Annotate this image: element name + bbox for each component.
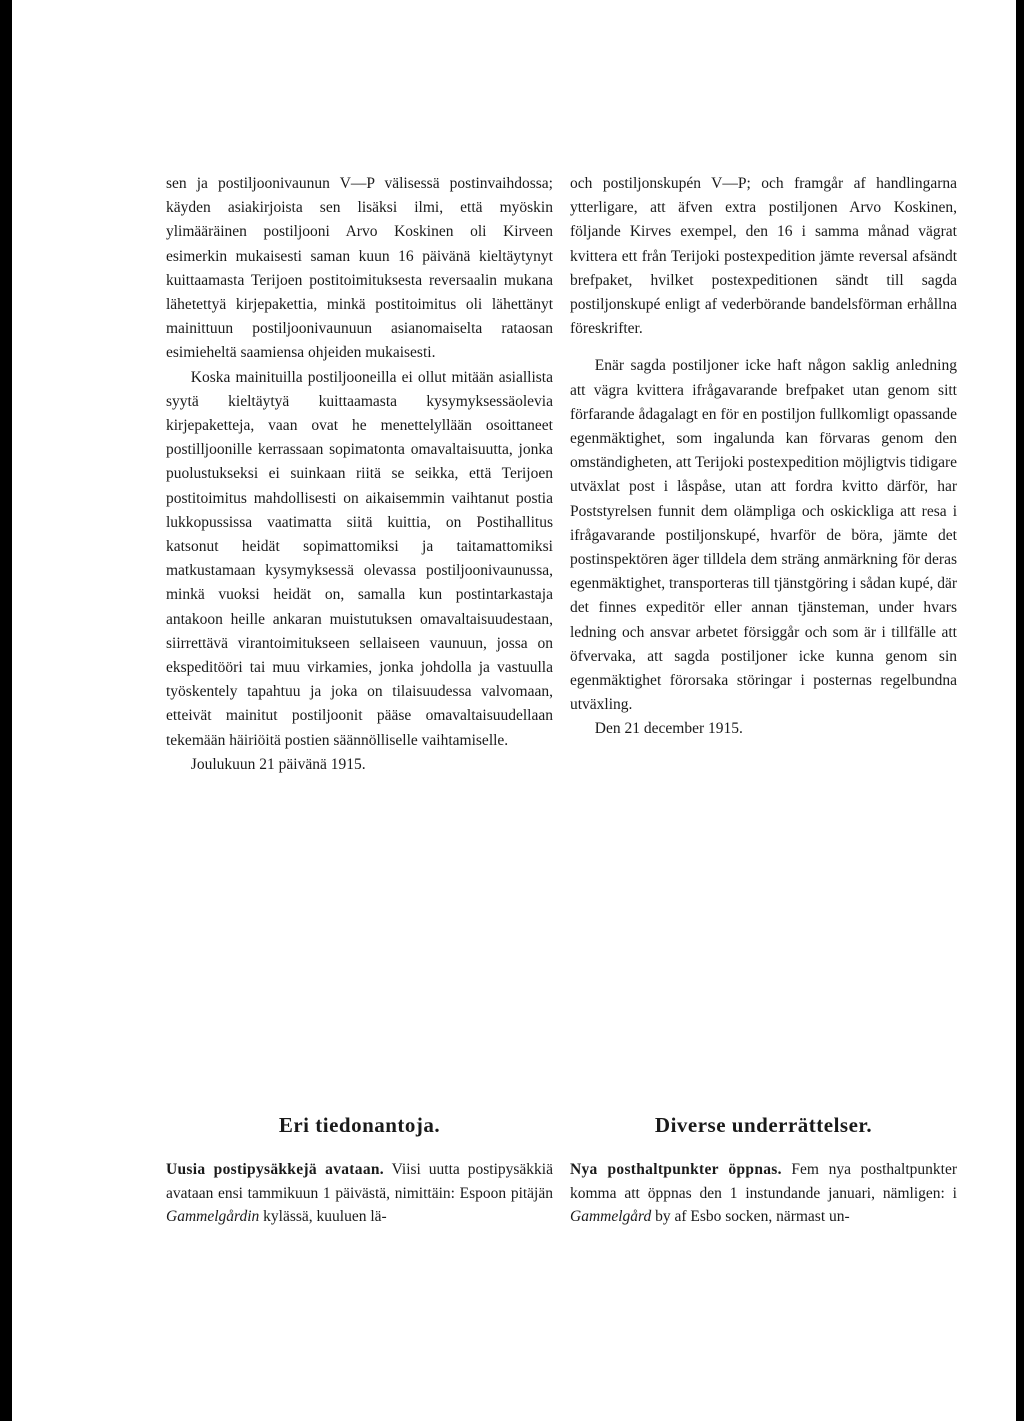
- finnish-paragraph-2: Koska mainituilla postiljooneilla ei ollut mitään asiallista syytä kieltäytyä kuittaamasta kysymyksessäolevia kirjepaketteja, vaan ovat he menettelyllään osoittaneet postilljoonille kerrassaan sopimatonta omavaltaisuutta, jonka puolustukseksi ei suinkaan riitä se seikka, että Terijoen postitoimitus mahdollisesti on aikaisemmin vaihtanut postia lukkopussissa vaatimatta siitä kuittia, on Postihallitus katsonut heidät sopimattomiksi ja taitamattomiksi matkustamaan kysymyksessä olevassa postiljoonivaunussa, minkä vuoksi heidät on, samalla kun postintarkastaja antakoon heille ankaran muistutuksen omavaltaisuudestaan, siirrettävä virantoimitukseen sellaiseen vaunuun, jossa on ekspeditööri tai muu virkamies, jonka johdolla ja vastuulla työskentely tapahtuu ja joka on tilaisuudessa valvomaan, etteivät mainitut postiljoonit pääse omavaltaisuudellaan tekemään häiriöitä postien säännölliselle vaihtamiselle.: [166, 368, 553, 749]
- finnish-dateline: Joulukuun 21 päivänä 1915.: [190, 755, 366, 773]
- swedish-notice-text-b: by af Esbo socken, närmast un-: [651, 1208, 850, 1225]
- finnish-notice-text-b: kylässä, kuuluen lä-: [259, 1208, 387, 1225]
- swedish-notice: [570, 1158, 957, 1229]
- swedish-paragraph-2: Enär sagda postiljoner icke haft någon saklig anledning att vägra kvittera ifrågavarande brefpaket utan genom sitt förfarande ådagalagt en för en postiljon fullkomligt opassande egenmäktighet, som ingalunda kan förvaras genom den omständigheten, att Terijoki postexpedition möjligtvis tidigare utväxlat post i låspåse, utan att fordra kvitto därför, har Poststyrelsen funnit dem olämpliga och oskickliga att resa i ifrågavarande postiljonskupé, hvarför de böra, jämte det postinspektören äger tilldela dem sträng anmärkning för deras egenmäktighet, transporteras till tjänstgöring i sådan kupé, där det finnes expeditör eller annan tjänsteman, under hvars ledning och ansvar arbetet försiggår och som är i tillfälle att öfvervaka, att sagda postiljoner icke kunna genom sin egenmäktighet förorsaka störingar i posternas regelbundna utväxling.: [570, 357, 957, 714]
- swedish-column: [570, 172, 957, 742]
- finnish-notice-lead: Uusia postipysäkkejä avataan.: [166, 1161, 384, 1178]
- swedish-section-heading: Diverse underrättelser.: [654, 1113, 873, 1137]
- finnish-section-heading: Eri tiedonantoja.: [278, 1113, 441, 1137]
- swedish-notice-place: Gammelgård: [570, 1208, 652, 1225]
- swedish-dateline: Den 21 december 1915.: [594, 720, 743, 738]
- scan-border-right: [1016, 0, 1024, 1421]
- swedish-paragraph-1: och postiljonskupén V—P; och framgår af handlingarna ytterligare, att äfven extra postiljonen Arvo Koskinen, följande Kirves exempel, den 16 i samma månad vägrat kvittera ett från Terijoki postexpedition jämte reversal afsändt brefpaket, hvilket postexpeditionen sändt till sagda postiljonskupé enligt af vederbörande bandelsförman erhållna föreskrifter.: [570, 175, 957, 338]
- finnish-column: [166, 172, 553, 777]
- scan-border-left: [0, 0, 12, 1421]
- swedish-notice-lead: Nya posthaltpunkter öppnas.: [570, 1161, 782, 1178]
- finnish-notice: [166, 1158, 553, 1229]
- finnish-paragraph-1: sen ja postiljoonivaunun V—P välisessä postinvaihdossa; käyden asiakirjoista sen lisäksi ilmi, että myöskin ylimääräinen postiljooni Arvo Koskinen oli Kirveen esimerkin mukaisesti saman kuun 16 päivänä kieltäytynyt kuittaamasta Terijoen postitoimituksesta reversaalin mukana lähetettyä kirjepakettia, minkä postitoimitus oli lähettänyt mainittuun postiljoonivaunuun asianomaiselta rataosan esimieheltä saamiensa ohjeiden mukaisesti.: [166, 175, 553, 362]
- finnish-notice-text-a: Viisi uutta postipysäkkiä avataan ensi tammikuun 1 päivästä, nimittäin: Espoon pitäjän: [166, 1161, 553, 1202]
- swedish-notice-text-a: Fem nya posthaltpunkter komma att öppnas den 1 instundande januari, nämligen: i: [570, 1161, 957, 1202]
- finnish-notice-place: Gammelgårdin: [166, 1208, 260, 1225]
